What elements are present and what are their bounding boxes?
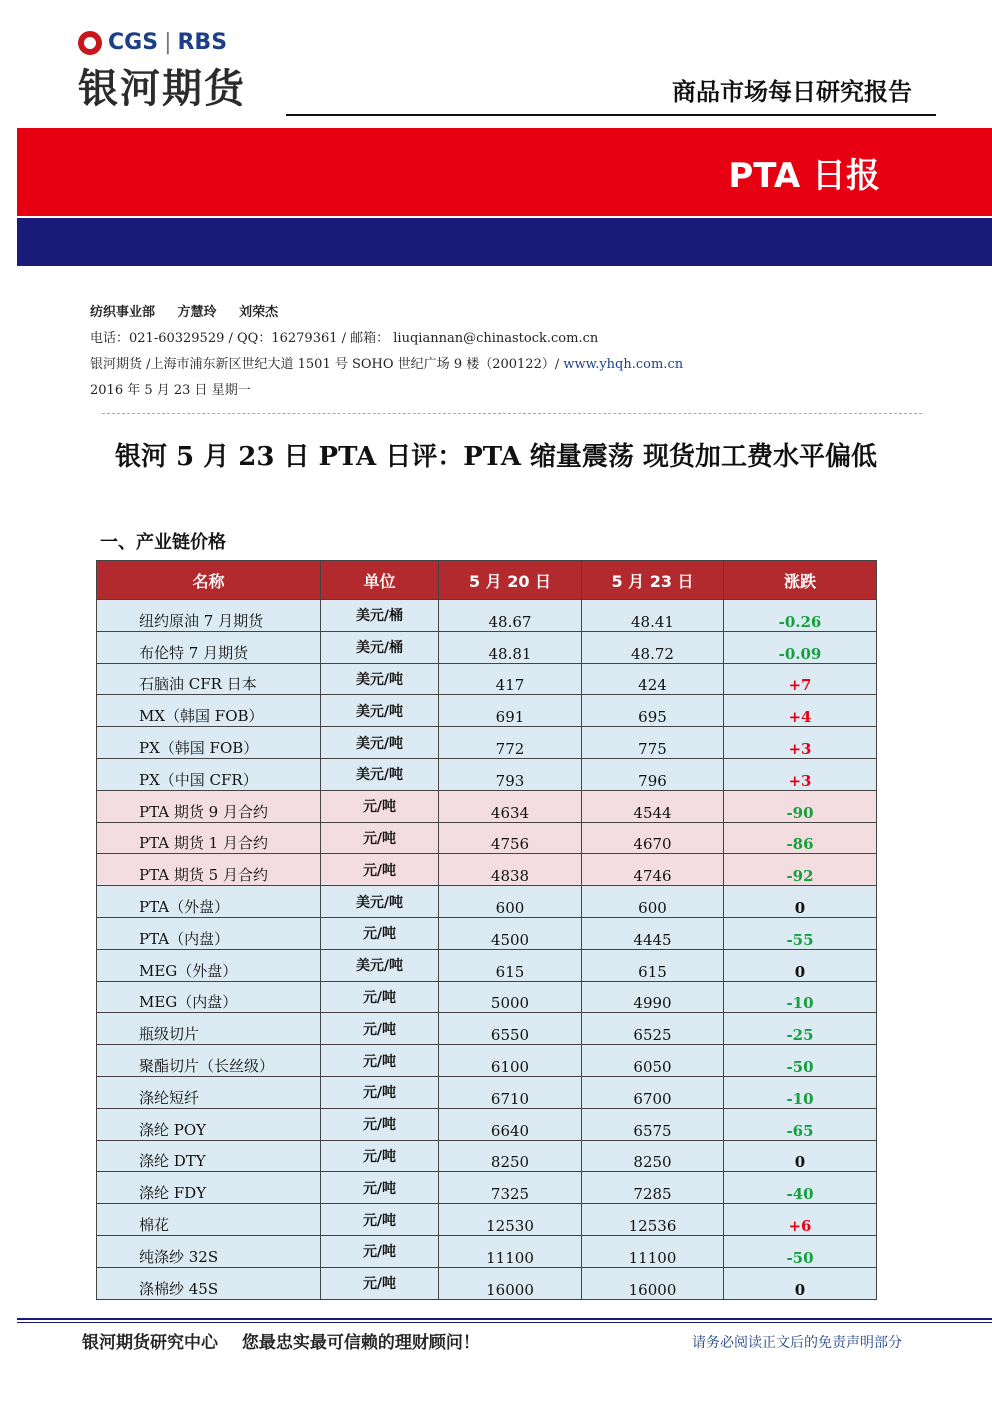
row-unit: 元/吨: [321, 790, 439, 822]
row-unit: 元/吨: [321, 1204, 439, 1236]
department: 纺织事业部: [90, 305, 156, 320]
row-name: MX（韩国 FOB）: [97, 695, 321, 727]
row-value-may23: 6700: [582, 1076, 724, 1108]
banner-red: [17, 128, 992, 216]
row-name: 纯涤纱 32S: [97, 1235, 321, 1267]
row-value-may23: 6050: [582, 1045, 724, 1077]
table-row: [97, 1108, 877, 1140]
column-header: 名称: [97, 561, 321, 600]
row-name: 布伦特 7 月期货: [97, 631, 321, 663]
column-header: 5 月 23 日: [582, 561, 724, 600]
row-value-may23: 424: [582, 663, 724, 695]
row-name: 涤纶 POY: [97, 1108, 321, 1140]
row-name: PTA 期货 5 月合约: [97, 854, 321, 886]
row-change: -40: [724, 1172, 877, 1204]
table-header-row: [97, 561, 877, 600]
author-info: [90, 300, 683, 404]
row-name: PX（中国 CFR）: [97, 758, 321, 790]
logo-cgs: CGS: [108, 30, 159, 55]
row-value-may23: 11100: [582, 1235, 724, 1267]
row-value-may23: 796: [582, 758, 724, 790]
row-change: -86: [724, 822, 877, 854]
row-change: -25: [724, 1013, 877, 1045]
report-type: 商品市场每日研究报告: [672, 78, 912, 106]
row-value-may20: 6710: [439, 1076, 582, 1108]
row-unit: 美元/吨: [321, 949, 439, 981]
row-unit: 美元/吨: [321, 727, 439, 759]
row-change: +3: [724, 727, 877, 759]
row-value-may20: 793: [439, 758, 582, 790]
row-unit: 元/吨: [321, 1140, 439, 1172]
row-value-may20: 772: [439, 727, 582, 759]
row-value-may23: 4445: [582, 917, 724, 949]
row-name: MEG（外盘）: [97, 949, 321, 981]
row-change: +4: [724, 695, 877, 727]
table-row: [97, 631, 877, 663]
row-value-may23: 4990: [582, 981, 724, 1013]
row-value-may23: 16000: [582, 1267, 724, 1299]
row-change: -10: [724, 1076, 877, 1108]
row-value-may23: 4746: [582, 854, 724, 886]
row-value-may23: 48.41: [582, 600, 724, 632]
table-row: [97, 790, 877, 822]
banner-title: PTA 日报: [728, 156, 880, 196]
column-header: 单位: [321, 561, 439, 600]
header-rule: [286, 114, 936, 116]
row-unit: 元/吨: [321, 1172, 439, 1204]
row-unit: 元/吨: [321, 1076, 439, 1108]
dashed-divider: [102, 413, 922, 414]
row-value-may20: 8250: [439, 1140, 582, 1172]
table-row: [97, 1140, 877, 1172]
row-value-may20: 615: [439, 949, 582, 981]
row-value-may20: 6640: [439, 1108, 582, 1140]
table-row: [97, 1267, 877, 1299]
row-change: -50: [724, 1235, 877, 1267]
logo-separator: |: [164, 30, 172, 55]
row-name: 瓶级切片: [97, 1013, 321, 1045]
authors-line: [90, 300, 683, 326]
row-name: PTA（内盘）: [97, 917, 321, 949]
row-value-may20: 48.81: [439, 631, 582, 663]
row-unit: 美元/桶: [321, 631, 439, 663]
footer-tagline: 您最忠实最可信赖的理财顾问！: [241, 1333, 480, 1353]
table-row: [97, 600, 877, 632]
table-row: [97, 886, 877, 918]
address-text: 银河期货 /上海市浦东新区世纪大道 1501 号 SOHO 世纪广场 9 楼（200122）/: [90, 357, 564, 372]
row-change: 0: [724, 1140, 877, 1172]
company-logo: [78, 30, 246, 114]
row-value-may20: 600: [439, 886, 582, 918]
table-row: [97, 949, 877, 981]
row-value-may20: 4500: [439, 917, 582, 949]
footer-disclaimer: 请务必阅读正文后的免责声明部分: [692, 1335, 902, 1351]
website-link[interactable]: www.yhqh.com.cn: [563, 357, 684, 372]
row-value-may23: 4544: [582, 790, 724, 822]
row-name: PTA 期货 1 月合约: [97, 822, 321, 854]
row-name: 纽约原油 7 月期货: [97, 600, 321, 632]
contact-line: 电话：021-60329529 / QQ：16279361 / 邮箱： liuqiannan@chinastock.com.cn: [90, 331, 599, 346]
row-change: +6: [724, 1204, 877, 1236]
row-change: -0.26: [724, 600, 877, 632]
logo-latin: [78, 30, 246, 55]
table-row: [97, 822, 877, 854]
logo-mark-icon: [78, 31, 102, 55]
row-name: 涤棉纱 45S: [97, 1267, 321, 1299]
row-value-may20: 4634: [439, 790, 582, 822]
row-unit: 元/吨: [321, 1013, 439, 1045]
author-name: 刘荣杰: [239, 305, 279, 320]
table-row: [97, 854, 877, 886]
row-change: 0: [724, 949, 877, 981]
row-value-may20: 6550: [439, 1013, 582, 1045]
table-row: [97, 758, 877, 790]
row-unit: 元/吨: [321, 1267, 439, 1299]
row-value-may23: 12536: [582, 1204, 724, 1236]
row-change: +7: [724, 663, 877, 695]
row-name: 涤纶 DTY: [97, 1140, 321, 1172]
row-name: 石脑油 CFR 日本: [97, 663, 321, 695]
row-unit: 美元/吨: [321, 663, 439, 695]
row-value-may20: 4756: [439, 822, 582, 854]
row-change: -55: [724, 917, 877, 949]
footer-rule-thin: [17, 1322, 992, 1323]
row-value-may23: 600: [582, 886, 724, 918]
row-value-may23: 6575: [582, 1108, 724, 1140]
logo-chinese: 银河期货: [78, 66, 246, 112]
banner-blue: [17, 218, 992, 266]
table-row: [97, 1045, 877, 1077]
row-value-may20: 417: [439, 663, 582, 695]
row-value-may20: 4838: [439, 854, 582, 886]
row-value-may23: 48.72: [582, 631, 724, 663]
address-line: [90, 352, 683, 378]
row-value-may20: 5000: [439, 981, 582, 1013]
row-unit: 美元/桶: [321, 600, 439, 632]
row-change: -65: [724, 1108, 877, 1140]
row-change: -10: [724, 981, 877, 1013]
table-row: [97, 917, 877, 949]
row-name: PTA 期货 9 月合约: [97, 790, 321, 822]
row-value-may23: 8250: [582, 1140, 724, 1172]
table-row: [97, 1235, 877, 1267]
section-heading: 一、产业链价格: [100, 532, 226, 553]
row-unit: 元/吨: [321, 1235, 439, 1267]
row-value-may20: 16000: [439, 1267, 582, 1299]
footer-org: 银河期货研究中心: [82, 1333, 218, 1353]
table-row: [97, 1204, 877, 1236]
row-value-may23: 7285: [582, 1172, 724, 1204]
row-change: -90: [724, 790, 877, 822]
row-unit: 元/吨: [321, 917, 439, 949]
table-row: [97, 727, 877, 759]
table-row: [97, 1013, 877, 1045]
row-unit: 美元/吨: [321, 886, 439, 918]
row-value-may23: 615: [582, 949, 724, 981]
table-row: [97, 1076, 877, 1108]
row-name: 棉花: [97, 1204, 321, 1236]
price-table: [96, 560, 877, 1300]
table-row: [97, 1172, 877, 1204]
row-change: +3: [724, 758, 877, 790]
row-value-may20: 48.67: [439, 600, 582, 632]
author-name: 方慧玲: [177, 305, 217, 320]
row-value-may23: 6525: [582, 1013, 724, 1045]
row-value-may20: 11100: [439, 1235, 582, 1267]
row-change: -0.09: [724, 631, 877, 663]
row-value-may20: 7325: [439, 1172, 582, 1204]
row-value-may23: 4670: [582, 822, 724, 854]
row-unit: 元/吨: [321, 1045, 439, 1077]
footer-slogan: [82, 1328, 498, 1353]
column-header: 涨跌: [724, 561, 877, 600]
row-value-may23: 695: [582, 695, 724, 727]
row-value-may20: 12530: [439, 1204, 582, 1236]
row-unit: 元/吨: [321, 981, 439, 1013]
row-value-may23: 775: [582, 727, 724, 759]
row-unit: 美元/吨: [321, 695, 439, 727]
report-title: 银河 5 月 23 日 PTA 日评：PTA 缩量震荡 现货加工费水平偏低: [115, 442, 877, 472]
row-change: 0: [724, 1267, 877, 1299]
row-unit: 元/吨: [321, 854, 439, 886]
row-change: 0: [724, 886, 877, 918]
row-name: 涤纶 FDY: [97, 1172, 321, 1204]
row-name: MEG（内盘）: [97, 981, 321, 1013]
row-change: -92: [724, 854, 877, 886]
report-date: 2016 年 5 月 23 日 星期一: [90, 383, 251, 398]
row-name: PTA（外盘）: [97, 886, 321, 918]
row-change: -50: [724, 1045, 877, 1077]
table-row: [97, 663, 877, 695]
row-unit: 元/吨: [321, 1108, 439, 1140]
table-row: [97, 981, 877, 1013]
row-value-may20: 6100: [439, 1045, 582, 1077]
row-name: PX（韩国 FOB）: [97, 727, 321, 759]
logo-rbs: RBS: [177, 30, 228, 55]
row-unit: 美元/吨: [321, 758, 439, 790]
row-unit: 元/吨: [321, 822, 439, 854]
column-header: 5 月 20 日: [439, 561, 582, 600]
row-name: 聚酯切片（长丝级）: [97, 1045, 321, 1077]
footer-rule: [17, 1318, 992, 1320]
row-name: 涤纶短纤: [97, 1076, 321, 1108]
row-value-may20: 691: [439, 695, 582, 727]
table-row: [97, 695, 877, 727]
